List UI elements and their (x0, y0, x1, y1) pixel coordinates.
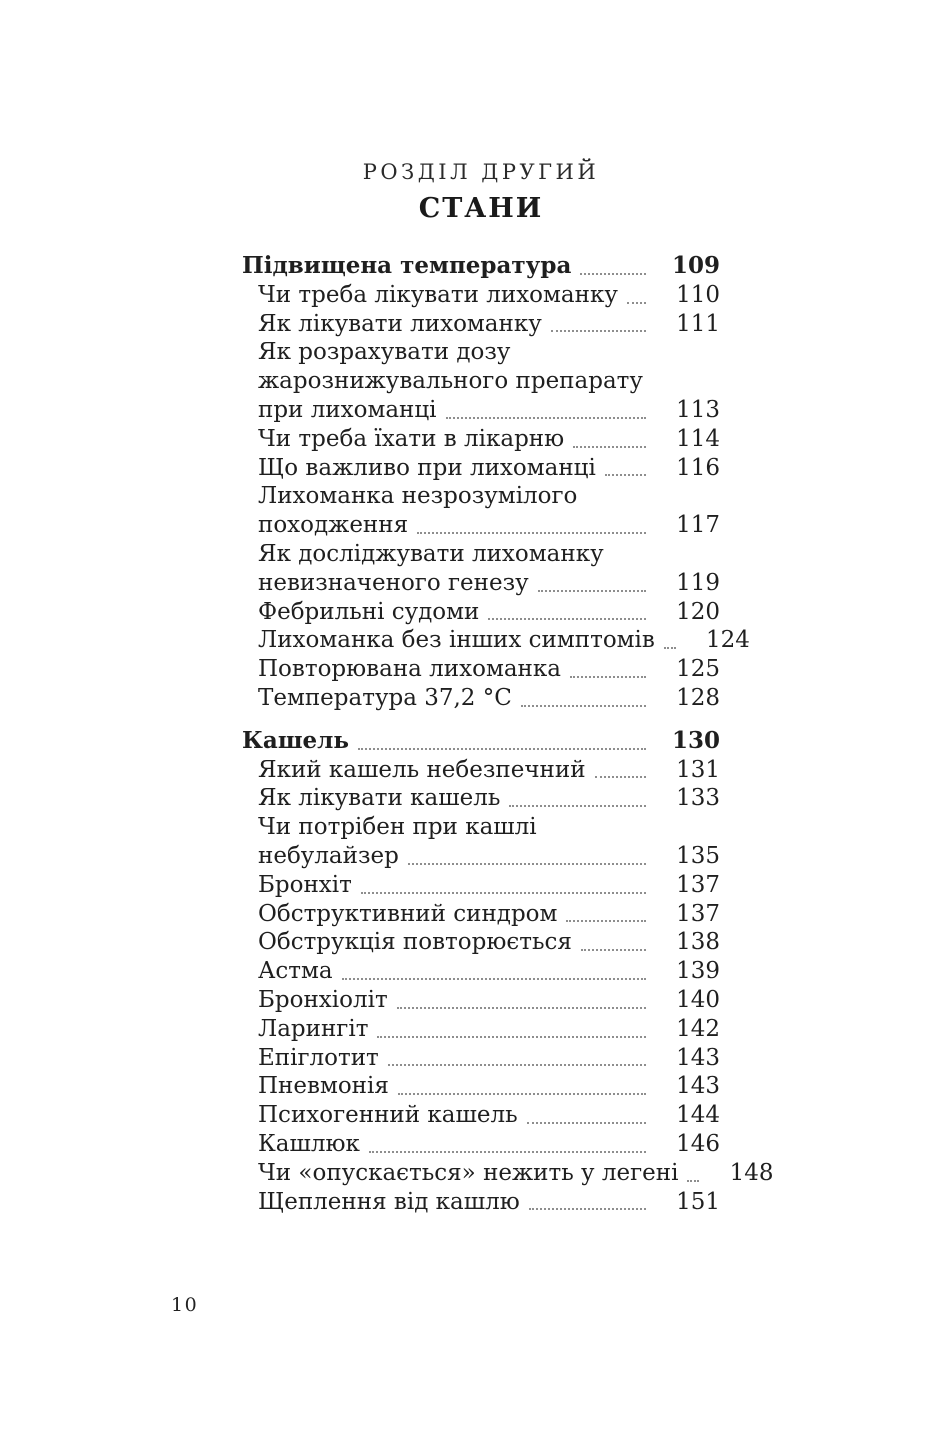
toc-entry-line (258, 367, 720, 396)
toc-entry-page-number: 138 (676, 929, 720, 956)
toc-entry-title: Повторювана лихоманка (258, 656, 561, 683)
toc-entry-page-number: 117 (676, 512, 720, 539)
dot-leader (580, 273, 646, 275)
dot-leader (408, 863, 646, 865)
toc-entry[interactable] (242, 986, 720, 1015)
dot-leader (573, 446, 646, 448)
toc-entry-title: Як розрахувати дозу (258, 339, 511, 366)
dot-leader (358, 748, 646, 750)
toc-entry-line (258, 900, 720, 929)
dot-leader (446, 417, 646, 419)
toc-entry-page-number: 137 (676, 900, 720, 927)
dot-leader (342, 978, 646, 980)
dot-leader (687, 1180, 699, 1182)
toc-entry-title: Як лікувати лихоманку (258, 310, 542, 337)
toc-entry-title: Кашлюк (258, 1130, 360, 1157)
chapter-label: РОЗДІЛ ДРУГИЙ (362, 160, 600, 184)
toc-entry-page-number: 133 (676, 785, 720, 812)
toc-entry-title: Лихоманка незрозумілого (258, 483, 578, 510)
toc-entry-title: Як лікувати кашель (258, 785, 501, 812)
toc-entry-line (258, 684, 720, 713)
toc-entry-page-number: 119 (676, 569, 720, 596)
toc-entry-title: Щеплення від кашлю (258, 1188, 520, 1215)
toc-entry-title: Кашель (242, 726, 350, 754)
dot-leader (664, 647, 676, 649)
toc-entry[interactable] (242, 957, 720, 986)
toc-entry-page-number: 137 (676, 871, 720, 898)
toc-entry-title: Підвищена температура (242, 252, 572, 279)
toc-entry-line (258, 655, 720, 684)
dot-leader (627, 302, 646, 304)
toc-entry-line (258, 338, 720, 367)
toc-entry-line (258, 281, 720, 310)
toc-entry-title: Ларингіт (258, 1015, 369, 1042)
toc-entry-page-number: 146 (676, 1130, 720, 1157)
toc-entry-line (258, 454, 720, 483)
toc-entry[interactable] (242, 1130, 720, 1159)
toc-entry[interactable] (242, 598, 720, 627)
dot-leader (361, 892, 646, 894)
toc-entry-page-number: 131 (676, 756, 720, 783)
toc-entry[interactable] (242, 1072, 720, 1101)
toc-entry-line (258, 1072, 720, 1101)
toc-entry-title: Температура 37,2 °С (258, 684, 512, 711)
toc-entry-page-number: 144 (676, 1102, 720, 1129)
toc-entry-page-number: 135 (676, 842, 720, 869)
toc-entry-title: Що важливо при лихоманці (258, 454, 596, 481)
toc-entry-title: Обструкція повторюється (258, 929, 572, 956)
toc-entry-title: Лихоманка без інших симптомів (258, 627, 655, 654)
toc-entry-line (258, 784, 720, 813)
toc-entry-line (258, 425, 720, 454)
toc-entry-title: Бронхіоліт (258, 986, 388, 1013)
toc-entry-title: небулайзер (258, 842, 399, 869)
page-number: 10 (171, 1294, 199, 1316)
dot-leader (566, 920, 646, 922)
dot-leader (388, 1064, 646, 1066)
toc-entry-title: жарознижувального препарату (258, 368, 643, 395)
dot-leader (581, 949, 646, 951)
toc-entry[interactable] (242, 338, 720, 424)
toc-entry[interactable] (242, 1101, 720, 1130)
toc-entry-line (258, 1159, 774, 1188)
toc-entry-line (258, 986, 720, 1015)
dot-leader (417, 532, 646, 534)
toc-entry-line (258, 540, 720, 569)
toc-entry[interactable] (242, 540, 720, 598)
toc-entry-line (258, 1188, 720, 1217)
toc-entry-line (258, 626, 750, 655)
toc-entry-title: Чи треба лікувати лихоманку (258, 281, 618, 308)
dot-leader (570, 676, 646, 678)
toc-entry[interactable] (242, 252, 720, 281)
toc-entry-line (258, 871, 720, 900)
dot-leader (595, 776, 646, 778)
toc-entry[interactable] (242, 727, 720, 756)
toc-entry-page-number: 128 (676, 684, 720, 711)
dot-leader (488, 618, 646, 620)
toc-entry[interactable] (242, 784, 720, 813)
toc-entry[interactable] (242, 928, 720, 957)
toc-entry-title: Астма (258, 958, 333, 985)
toc-entry-line (258, 310, 720, 339)
toc-entry-title: Чи «опускається» нежить у легені (258, 1159, 679, 1186)
toc-entry[interactable] (242, 871, 720, 900)
toc-entry-line (258, 482, 720, 511)
toc-entry-page-number: 151 (676, 1188, 720, 1215)
toc-entry-title: Чи потрібен при кашлі (258, 814, 537, 841)
toc-entry-page-number: 111 (676, 310, 720, 337)
toc-entry-line (258, 756, 720, 785)
dot-leader (605, 474, 646, 476)
toc-entry-line (242, 252, 720, 281)
toc-entry-line (258, 1130, 720, 1159)
toc-entry-page-number: 143 (676, 1044, 720, 1071)
toc-entry[interactable] (242, 1015, 720, 1044)
toc-entry[interactable] (242, 684, 720, 713)
toc-entry-title: Психогенний кашель (258, 1102, 518, 1129)
chapter-title: СТАНИ (418, 193, 544, 224)
toc-entry-title: Як досліджувати лихоманку (258, 540, 604, 567)
toc-entry-line (258, 511, 720, 540)
toc-entry[interactable] (242, 482, 720, 540)
toc-entry[interactable] (242, 1044, 720, 1073)
toc-entry[interactable] (242, 281, 720, 310)
dot-leader (369, 1151, 646, 1153)
toc-entry-title: Обструктивний синдром (258, 900, 558, 927)
toc-entry-line (258, 1044, 720, 1073)
toc-entry-line (258, 813, 720, 842)
toc-entry-page-number: 120 (676, 598, 720, 625)
toc-entry-line (242, 727, 720, 756)
page-footer (171, 1294, 198, 1316)
toc-entry-line (258, 598, 720, 627)
toc-entry[interactable] (242, 1188, 720, 1217)
toc-entry-page-number: 116 (676, 454, 720, 481)
toc-entry-page-number: 113 (676, 396, 720, 423)
toc-entry-line (258, 842, 720, 871)
toc-entry-page-number: 142 (676, 1015, 720, 1042)
dot-leader (397, 1007, 646, 1009)
toc-entry-title: Бронхіт (258, 871, 352, 898)
toc-entry-title: Епіглотит (258, 1044, 379, 1071)
toc-entry-page-number: 109 (671, 252, 720, 279)
toc-entry-page-number: 148 (729, 1159, 774, 1186)
toc-entry-page-number: 124 (705, 627, 750, 654)
dot-leader (538, 590, 646, 592)
toc-entry-page-number: 130 (671, 726, 720, 754)
toc-entry-line (258, 569, 720, 598)
toc-entry[interactable] (242, 813, 720, 871)
dot-leader (527, 1122, 646, 1124)
toc-entry[interactable] (242, 655, 720, 684)
chapter-header (242, 160, 720, 224)
toc-entry-page-number: 143 (676, 1073, 720, 1100)
toc-entry[interactable] (242, 454, 720, 483)
dot-leader (398, 1093, 646, 1095)
toc-entry-page-number: 114 (676, 425, 720, 452)
toc-entry-page-number: 125 (676, 656, 720, 683)
toc-entry[interactable] (242, 626, 750, 655)
toc-entry-line (258, 957, 720, 986)
toc-entry-title: походження (258, 512, 409, 539)
dot-leader (529, 1208, 646, 1210)
toc-entry-line (258, 1015, 720, 1044)
dot-leader (521, 705, 646, 707)
toc-entry[interactable] (242, 900, 720, 929)
toc-entry-line (258, 928, 720, 957)
toc-entry[interactable] (242, 425, 720, 454)
toc-entry-title: Який кашель небезпечний (258, 756, 586, 783)
toc-entry[interactable] (242, 1159, 774, 1188)
dot-leader (509, 805, 646, 807)
toc-entry[interactable] (242, 310, 720, 339)
toc-entry-title: при лихоманці (258, 396, 437, 423)
toc-entry[interactable] (242, 756, 720, 785)
table-of-contents (242, 252, 774, 1216)
toc-entry-page-number: 110 (676, 281, 720, 308)
toc-entry-title: Пневмонія (258, 1073, 389, 1100)
toc-entry-line (258, 396, 720, 425)
dot-leader (551, 330, 646, 332)
toc-entry-page-number: 139 (676, 958, 720, 985)
toc-entry-line (258, 1101, 720, 1130)
toc-entry-page-number: 140 (676, 986, 720, 1013)
toc-entry-title: Фебрильні судоми (258, 598, 480, 625)
toc-entry-title: Чи треба їхати в лікарню (258, 425, 565, 452)
toc-entry-title: невизначеного генезу (258, 569, 529, 596)
dot-leader (377, 1036, 646, 1038)
